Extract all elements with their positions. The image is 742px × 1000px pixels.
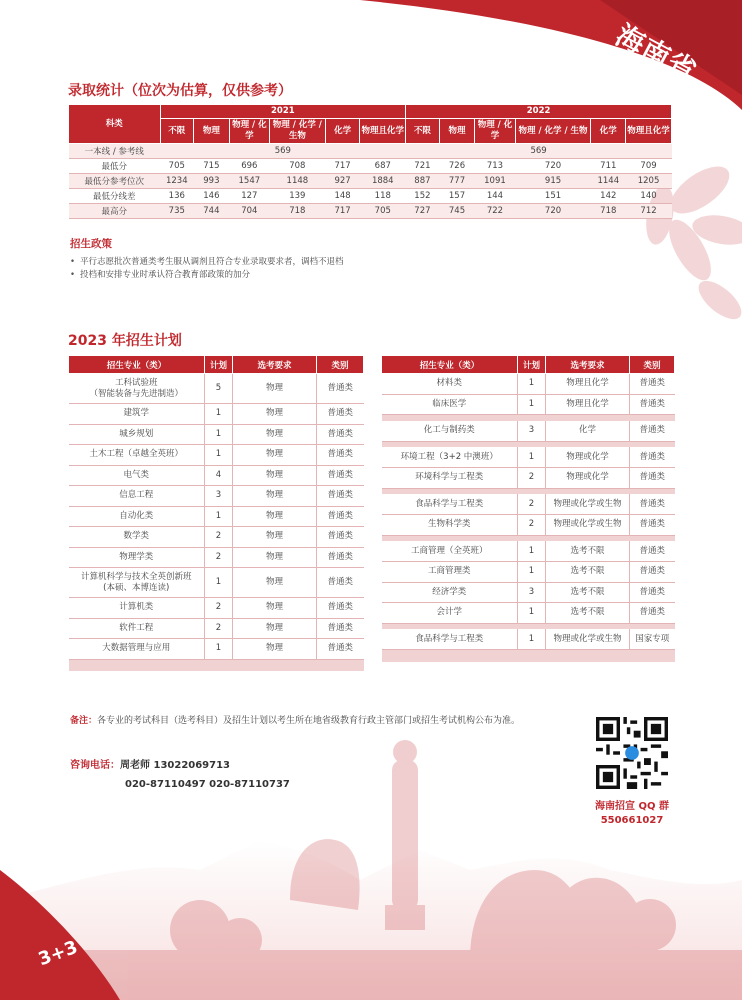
table-row xyxy=(69,404,364,425)
cell-2022: 726 xyxy=(439,159,475,174)
requirement-cell: 物理 xyxy=(233,568,317,598)
cell-2022: 709 xyxy=(626,159,672,174)
contact-block xyxy=(70,756,290,794)
cell-2021: 136 xyxy=(160,189,193,204)
type-cell: 普通类 xyxy=(317,404,364,425)
requirement-cell: 物理或化学或生物 xyxy=(546,494,630,515)
major-cell xyxy=(382,582,518,603)
note-text: 各专业的考试科目（选考科目）及招生计划以考生所在地省级教育行政主管部门或招生考试机构公布为准。 xyxy=(97,716,521,726)
col-header: 类别 xyxy=(317,356,364,374)
table-row xyxy=(69,174,672,189)
requirement-cell: 选考不限 xyxy=(546,541,630,562)
cell-2022: 727 xyxy=(406,204,439,219)
cell-2022: 1091 xyxy=(475,174,515,189)
cell-2021: 127 xyxy=(229,189,269,204)
cell-2021: 1148 xyxy=(269,174,325,189)
major-name: 材料类 xyxy=(436,378,462,389)
requirement-cell: 物理 xyxy=(233,445,317,466)
count-cell: 1 xyxy=(205,506,233,527)
contact-line2: 020-87110497 020-87110737 xyxy=(125,779,290,790)
major-cell xyxy=(382,468,518,489)
requirement-cell: 物理 xyxy=(233,465,317,486)
cell-2022: 915 xyxy=(515,174,591,189)
major-name: 环境工程（3+2 中澳班） xyxy=(400,451,498,462)
line-2022: 569 xyxy=(406,144,672,159)
table-row xyxy=(382,582,675,603)
requirement-cell: 物理 xyxy=(233,639,317,660)
year-2021-header: 2021 xyxy=(160,105,406,119)
table-row xyxy=(382,374,675,395)
major-name: 工商管理类 xyxy=(427,566,471,577)
cell-2022: 142 xyxy=(591,189,626,204)
major-name: 大数据管理与应用 xyxy=(102,643,171,654)
count-cell: 2 xyxy=(518,515,546,536)
col-header: 招生专业（类） xyxy=(69,356,205,374)
policy-list xyxy=(70,256,344,282)
table-row xyxy=(382,394,675,415)
count-cell: 1 xyxy=(518,541,546,562)
requirement-cell: 选考不限 xyxy=(546,603,630,624)
major-name: 化工与制药类 xyxy=(423,425,475,435)
major-cell xyxy=(382,629,518,650)
major-name: 食品科学与工程类 xyxy=(415,498,484,509)
major-cell xyxy=(69,445,205,466)
type-cell: 普通类 xyxy=(630,494,675,515)
major-name: 建筑学 xyxy=(123,408,149,419)
requirement-cell: 化学 xyxy=(546,421,630,442)
major-name: 自动化类 xyxy=(119,510,154,521)
col-header: 不限 xyxy=(160,119,193,144)
table-row xyxy=(382,494,675,515)
table-row xyxy=(69,189,672,204)
qq-group-label: 海南招宣 QQ 群 xyxy=(595,801,669,812)
requirement-cell: 物理且化学 xyxy=(546,374,630,395)
table-row xyxy=(69,374,364,404)
major-name: 信息工程 xyxy=(119,490,154,501)
type-cell: 普通类 xyxy=(630,468,675,489)
type-cell: 普通类 xyxy=(630,421,675,442)
count-cell: 1 xyxy=(205,445,233,466)
plan-table-left xyxy=(68,355,364,671)
type-cell: 普通类 xyxy=(317,639,364,660)
major-cell xyxy=(69,598,205,619)
major-name: 工科试验班 xyxy=(114,377,158,388)
table-row xyxy=(69,204,672,219)
cell-2021: 705 xyxy=(160,159,193,174)
cell-2021: 717 xyxy=(325,159,360,174)
requirement-cell: 物理 xyxy=(233,598,317,619)
type-cell: 普通类 xyxy=(317,445,364,466)
type-cell: 普通类 xyxy=(317,547,364,568)
type-cell: 普通类 xyxy=(317,527,364,548)
cell-2022: 152 xyxy=(406,189,439,204)
major-cell xyxy=(382,394,518,415)
col-header: 物理 / 化学 / 生物 xyxy=(515,119,591,144)
requirement-cell: 选考不限 xyxy=(546,562,630,583)
requirement-cell: 物理 xyxy=(233,506,317,527)
col-header: 物理 xyxy=(439,119,475,144)
cell-2022: 144 xyxy=(475,189,515,204)
major-name: 物理学类 xyxy=(119,551,154,562)
table-row xyxy=(69,598,364,619)
count-cell: 1 xyxy=(518,447,546,468)
cell-2021: 1884 xyxy=(360,174,406,189)
col-header: 物理 / 化学 / 生物 xyxy=(269,119,325,144)
cell-2021: 744 xyxy=(194,204,230,219)
cell-2022: 720 xyxy=(515,159,591,174)
cell-2022: 718 xyxy=(591,204,626,219)
count-cell: 1 xyxy=(518,603,546,624)
table-row xyxy=(69,506,364,527)
plan-table-right xyxy=(381,355,675,662)
qr-code[interactable] xyxy=(596,717,668,789)
count-cell: 1 xyxy=(518,562,546,583)
major-name: 食品科学与工程类 xyxy=(415,633,484,644)
major-name: 临床医学 xyxy=(432,398,467,409)
type-cell: 普通类 xyxy=(317,568,364,598)
col-header: 物理且化学 xyxy=(626,119,672,144)
table-row xyxy=(69,527,364,548)
col-header: 化学 xyxy=(325,119,360,144)
type-cell: 普通类 xyxy=(317,506,364,527)
type-cell: 普通类 xyxy=(630,515,675,536)
table-row xyxy=(382,562,675,583)
count-cell: 2 xyxy=(205,547,233,568)
cell-2021: 148 xyxy=(325,189,360,204)
cell-2022: 1205 xyxy=(626,174,672,189)
requirement-cell: 物理 xyxy=(233,547,317,568)
major-name: 计算机类 xyxy=(119,602,154,613)
cell-2022: 721 xyxy=(406,159,439,174)
cell-2021: 696 xyxy=(229,159,269,174)
row-label: 最低分参考位次 xyxy=(69,174,161,189)
major-cell xyxy=(382,447,518,468)
table-row xyxy=(69,445,364,466)
cell-2021: 993 xyxy=(194,174,230,189)
major-cell xyxy=(382,374,518,395)
col-header: 物理 / 化学 xyxy=(475,119,515,144)
requirement-cell: 物理 xyxy=(233,374,317,404)
cell-2022: 745 xyxy=(439,204,475,219)
cell-2022: 720 xyxy=(515,204,591,219)
cell-2022: 722 xyxy=(475,204,515,219)
cell-2021: 708 xyxy=(269,159,325,174)
major-name: 城乡规划 xyxy=(119,428,154,439)
corner-badge: 3+3 xyxy=(35,936,81,971)
cell-2022: 777 xyxy=(439,174,475,189)
type-cell: 普通类 xyxy=(317,598,364,619)
stats-title: 录取统计（位次为估算，仅供参考） xyxy=(68,83,292,99)
col-header: 计划 xyxy=(205,356,233,374)
cell-2022: 711 xyxy=(591,159,626,174)
cell-2021: 735 xyxy=(160,204,193,219)
cell-2021: 139 xyxy=(269,189,325,204)
category-header: 科类 xyxy=(69,105,161,144)
type-cell: 普通类 xyxy=(317,424,364,445)
cell-2021: 704 xyxy=(229,204,269,219)
count-cell: 3 xyxy=(518,582,546,603)
table-end xyxy=(69,659,364,671)
contact-line1: 周老师 13022069713 xyxy=(120,760,231,771)
plan-title: 2023 年招生计划 xyxy=(68,333,182,349)
major-cell xyxy=(69,639,205,660)
table-row xyxy=(382,447,675,468)
cell-2021: 705 xyxy=(360,204,406,219)
major-cell xyxy=(69,527,205,548)
type-cell: 普通类 xyxy=(630,582,675,603)
count-cell: 2 xyxy=(518,494,546,515)
table-row xyxy=(69,486,364,507)
cell-2022: 887 xyxy=(406,174,439,189)
major-name: 数学类 xyxy=(123,531,149,542)
count-cell: 3 xyxy=(205,486,233,507)
type-cell: 普通类 xyxy=(317,465,364,486)
type-cell: 普通类 xyxy=(630,603,675,624)
table-row xyxy=(69,639,364,660)
major-name: 工商管理（全英班） xyxy=(410,545,488,556)
major-cell xyxy=(69,404,205,425)
cell-2022: 157 xyxy=(439,189,475,204)
count-cell: 1 xyxy=(205,404,233,425)
policy-title: 招生政策 xyxy=(70,238,112,250)
admission-stats-table xyxy=(68,104,672,219)
count-cell: 1 xyxy=(205,568,233,598)
requirement-cell: 物理 xyxy=(233,486,317,507)
major-cell xyxy=(69,506,205,527)
cell-2022: 712 xyxy=(626,204,672,219)
major-cell xyxy=(382,562,518,583)
col-header: 计划 xyxy=(518,356,546,374)
province-tag: 海南省 xyxy=(610,18,703,89)
col-header: 物理且化学 xyxy=(360,119,406,144)
major-note: （智能装备与先进制造） xyxy=(89,388,183,399)
table-row xyxy=(69,465,364,486)
count-cell: 2 xyxy=(518,468,546,489)
requirement-cell: 物理 xyxy=(233,618,317,639)
contact-label: 咨询电话： xyxy=(70,760,120,771)
requirement-cell: 物理 xyxy=(233,404,317,425)
cell-2022: 1144 xyxy=(591,174,626,189)
major-name: 生物科学类 xyxy=(427,519,471,530)
major-cell xyxy=(382,541,518,562)
table-row xyxy=(69,424,364,445)
requirement-cell: 物理或化学 xyxy=(546,468,630,489)
group-separator xyxy=(382,650,675,662)
major-cell xyxy=(382,421,518,442)
major-cell xyxy=(69,547,205,568)
note xyxy=(70,713,520,726)
major-cell xyxy=(69,486,205,507)
row-label: 最低分 xyxy=(69,159,161,174)
type-cell: 普通类 xyxy=(317,486,364,507)
table-row xyxy=(69,159,672,174)
table-row xyxy=(382,421,675,442)
list-item: • 平行志愿批次普通类考生服从调剂且符合专业录取要求者，调档不退档 xyxy=(70,256,344,269)
requirement-cell: 选考不限 xyxy=(546,582,630,603)
cell-2022: 151 xyxy=(515,189,591,204)
type-cell: 普通类 xyxy=(630,394,675,415)
count-cell: 1 xyxy=(205,639,233,660)
requirement-cell: 物理 xyxy=(233,424,317,445)
type-cell: 普通类 xyxy=(630,374,675,395)
note-label: 备注： xyxy=(70,716,98,726)
type-cell: 国家专项 xyxy=(630,629,675,650)
qq-group-number: 550661027 xyxy=(600,815,664,826)
year-2022-header: 2022 xyxy=(406,105,672,119)
cell-2021: 1234 xyxy=(160,174,193,189)
type-cell: 普通类 xyxy=(317,618,364,639)
table-row xyxy=(69,568,364,598)
col-header: 化学 xyxy=(591,119,626,144)
count-cell: 2 xyxy=(205,618,233,639)
cell-2021: 1547 xyxy=(229,174,269,189)
major-cell xyxy=(69,568,205,598)
table-row xyxy=(69,618,364,639)
col-header: 选考要求 xyxy=(546,356,630,374)
major-cell xyxy=(69,374,205,404)
requirement-cell: 物理且化学 xyxy=(546,394,630,415)
count-cell: 1 xyxy=(518,394,546,415)
count-cell: 5 xyxy=(205,374,233,404)
table-row xyxy=(382,541,675,562)
col-header: 招生专业（类） xyxy=(382,356,518,374)
separator-bar xyxy=(382,650,675,662)
major-name: 经济学类 xyxy=(432,586,467,597)
count-cell: 3 xyxy=(518,421,546,442)
list-item: • 投档和安排专业时承认符合教育部政策的加分 xyxy=(70,269,344,282)
major-name: 环境科学与工程类 xyxy=(415,472,484,483)
count-cell: 2 xyxy=(205,527,233,548)
requirement-cell: 物理 xyxy=(233,527,317,548)
major-name: 计算机科学与技术全英创新班 xyxy=(80,571,192,582)
requirement-cell: 物理或化学或生物 xyxy=(546,629,630,650)
table-row xyxy=(382,629,675,650)
qq-group xyxy=(585,800,679,828)
col-header: 选考要求 xyxy=(233,356,317,374)
type-cell: 普通类 xyxy=(317,374,364,404)
row-label: 最低分线差 xyxy=(69,189,161,204)
count-cell: 1 xyxy=(518,629,546,650)
count-cell: 1 xyxy=(205,424,233,445)
major-cell xyxy=(382,494,518,515)
col-header: 物理 / 化学 xyxy=(229,119,269,144)
major-name: 软件工程 xyxy=(119,622,154,633)
table-row xyxy=(382,603,675,624)
major-cell xyxy=(69,424,205,445)
cell-2022: 713 xyxy=(475,159,515,174)
line-2021: 569 xyxy=(160,144,406,159)
col-header: 物理 xyxy=(194,119,230,144)
count-cell: 1 xyxy=(518,374,546,395)
col-header: 类别 xyxy=(630,356,675,374)
table-row xyxy=(382,468,675,489)
major-name: 土木工程（卓越全英班） xyxy=(89,449,183,460)
cell-2021: 715 xyxy=(194,159,230,174)
cell-2022: 140 xyxy=(626,189,672,204)
major-cell xyxy=(69,465,205,486)
type-cell: 普通类 xyxy=(630,447,675,468)
major-cell xyxy=(382,603,518,624)
row-label: 一本线 / 参考线 xyxy=(69,144,161,159)
cell-2021: 146 xyxy=(194,189,230,204)
count-cell: 4 xyxy=(205,465,233,486)
cell-2021: 717 xyxy=(325,204,360,219)
row-label: 最高分 xyxy=(69,204,161,219)
table-row xyxy=(69,144,672,159)
cell-2021: 687 xyxy=(360,159,406,174)
major-cell xyxy=(382,515,518,536)
cell-2021: 718 xyxy=(269,204,325,219)
table-end-bar xyxy=(69,659,364,671)
table-row xyxy=(382,515,675,536)
major-cell xyxy=(69,618,205,639)
type-cell: 普通类 xyxy=(630,562,675,583)
type-cell: 普通类 xyxy=(630,541,675,562)
major-note: (本硕、本博连读) xyxy=(103,582,170,593)
cell-2021: 118 xyxy=(360,189,406,204)
requirement-cell: 物理或化学 xyxy=(546,447,630,468)
col-header: 不限 xyxy=(406,119,439,144)
requirement-cell: 物理或化学或生物 xyxy=(546,515,630,536)
major-name: 会计学 xyxy=(436,607,462,618)
major-name: 电气类 xyxy=(123,469,149,480)
cell-2021: 927 xyxy=(325,174,360,189)
count-cell: 2 xyxy=(205,598,233,619)
table-row xyxy=(69,547,364,568)
